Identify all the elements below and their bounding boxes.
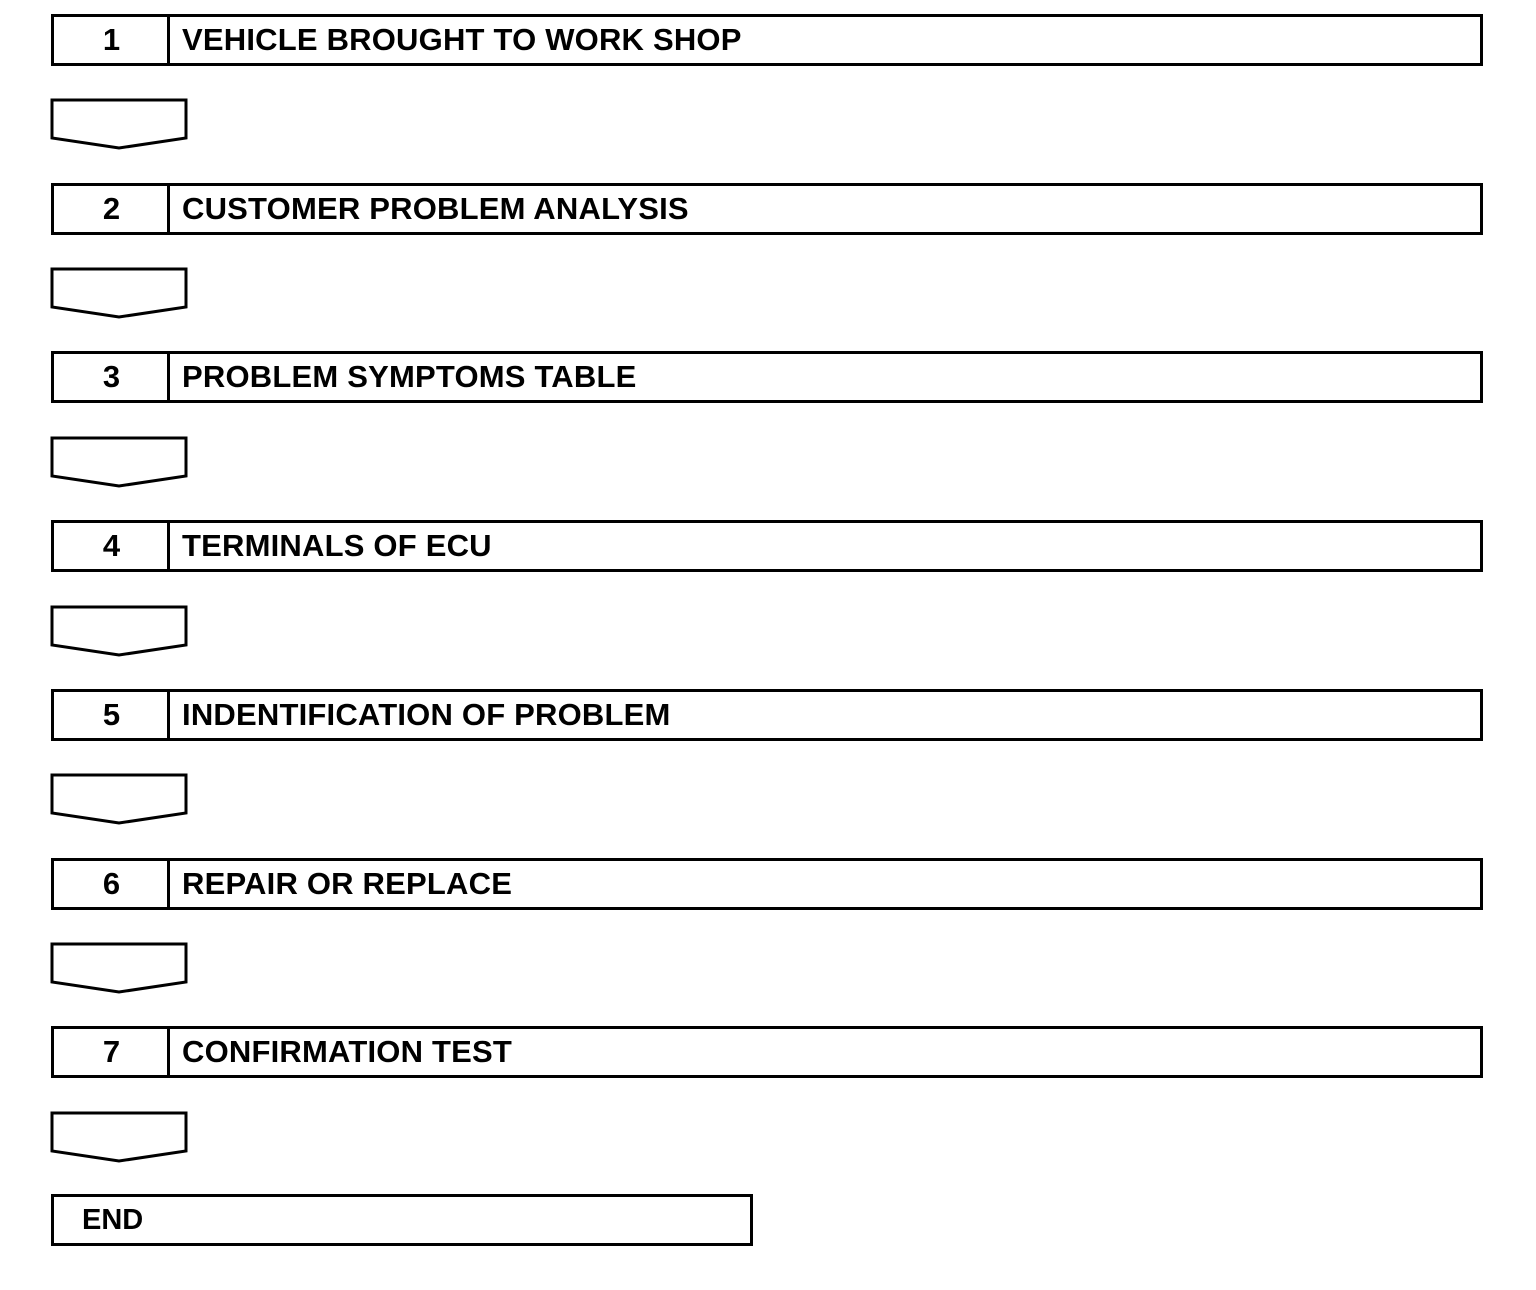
step-box-5 [51, 689, 1483, 741]
step-number: 6 [54, 861, 170, 907]
step-number: 5 [54, 692, 170, 738]
step-box-4 [51, 520, 1483, 572]
down-arrow-icon [50, 98, 188, 150]
step-label: REPAIR OR REPLACE [182, 866, 513, 901]
down-arrow-icon [50, 436, 188, 488]
step-box-3 [51, 351, 1483, 403]
step-number: 1 [54, 17, 170, 63]
down-arrow-icon [50, 773, 188, 825]
step-label: PROBLEM SYMPTOMS TABLE [182, 359, 637, 394]
step-box-2 [51, 183, 1483, 235]
step-number: 2 [54, 186, 170, 232]
down-arrow-icon [50, 605, 188, 657]
step-label: INDENTIFICATION OF PROBLEM [182, 697, 671, 732]
step-label: TERMINALS OF ECU [182, 528, 492, 563]
down-arrow-icon [50, 942, 188, 994]
end-label: END [82, 1203, 144, 1236]
step-label: VEHICLE BROUGHT TO WORK SHOP [182, 22, 742, 57]
step-label: CONFIRMATION TEST [182, 1034, 513, 1069]
step-number: 3 [54, 354, 170, 400]
step-label: CUSTOMER PROBLEM ANALYSIS [182, 191, 689, 226]
step-number: 7 [54, 1029, 170, 1075]
down-arrow-icon [50, 267, 188, 319]
step-box-1 [51, 14, 1483, 66]
end-box [51, 1194, 753, 1246]
step-number: 4 [54, 523, 170, 569]
step-box-7 [51, 1026, 1483, 1078]
step-box-6 [51, 858, 1483, 910]
down-arrow-icon [50, 1111, 188, 1163]
